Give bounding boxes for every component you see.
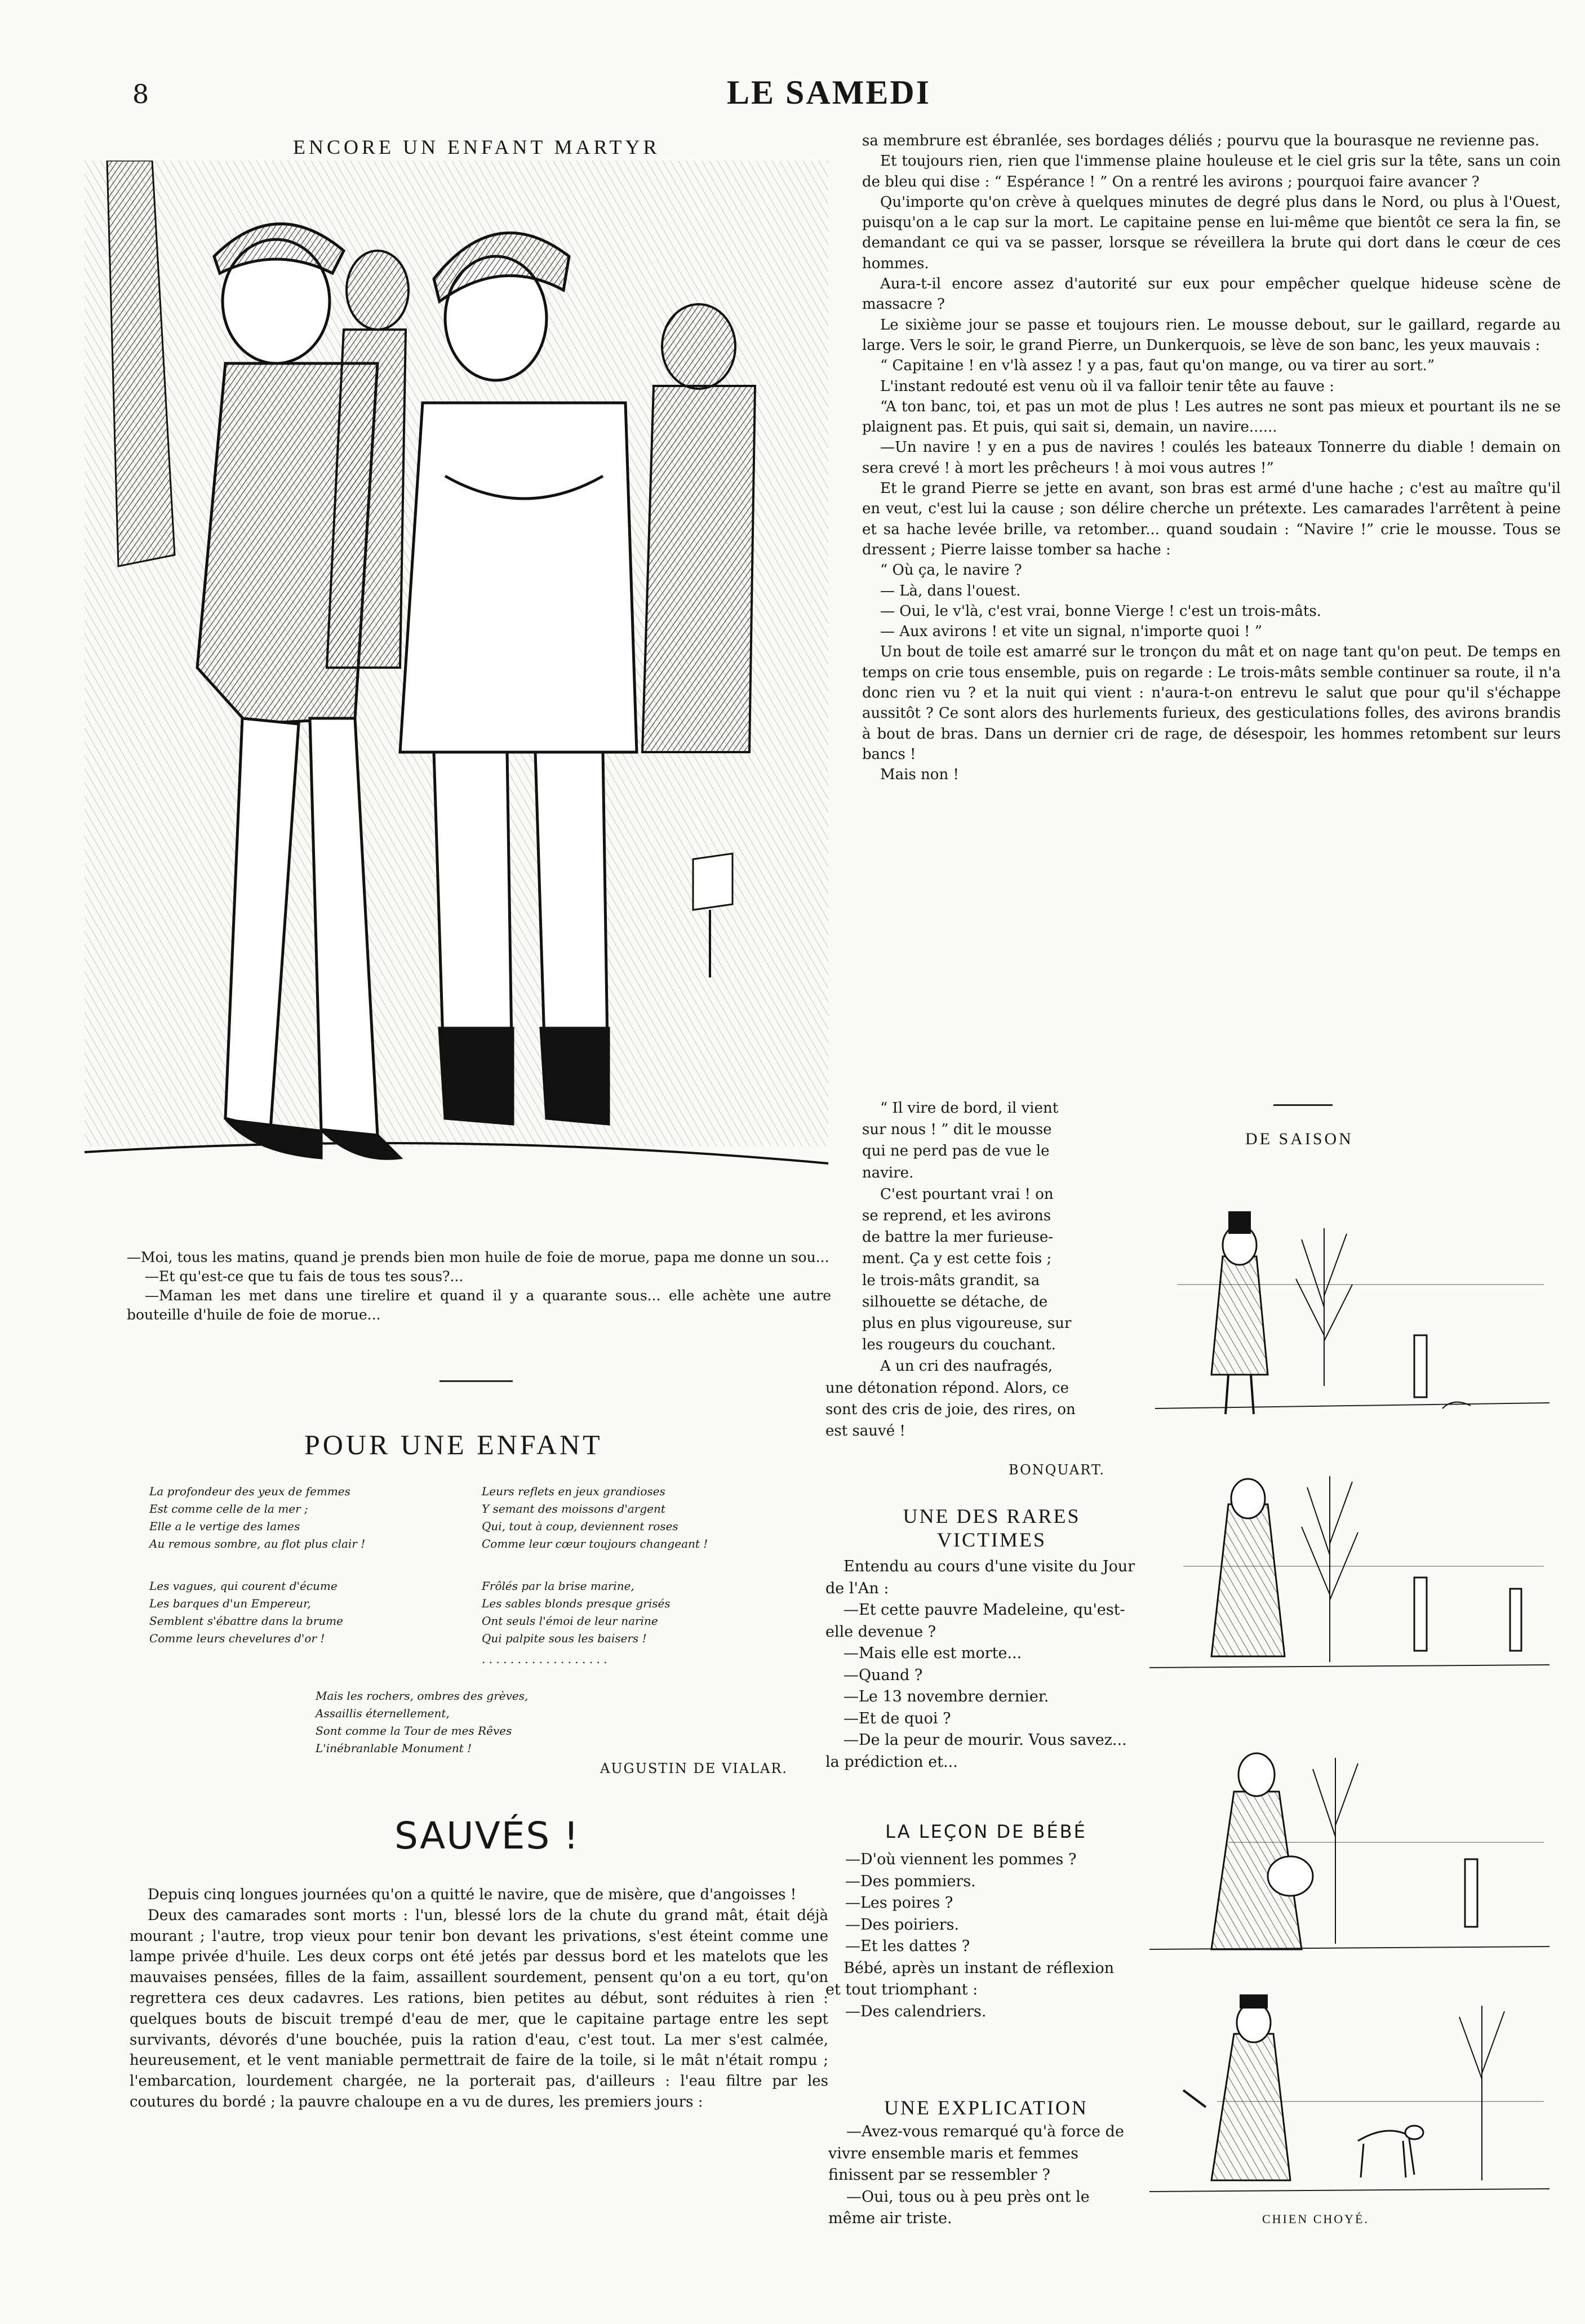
story-paragraph: Aura-t-il encore assez d'autorité sur eux pour empêcher quelque hideuse scène de massacre ?: [862, 275, 1561, 313]
story-paragraph: Depuis cinq longues journées qu'on a quitté le navire, que de misère, que d'angoisses !: [148, 1886, 797, 1903]
page-number: 8: [132, 79, 149, 109]
victimes-title: UNE DES RARES VICTIMES: [903, 1505, 1081, 1551]
story-title: SAUVÉS !: [394, 1814, 580, 1858]
story-paragraph: — Là, dans l'ouest.: [880, 582, 1021, 599]
divider: [439, 1380, 513, 1382]
poem-stanza: La profondeur des yeux de femmes Est comme celle de la mer ; Elle a le vertige des lames Au remous sombre, au flot plus clair !: [149, 1485, 366, 1550]
illustration-title: ENCORE UN ENFANT MARTYR: [293, 136, 660, 158]
story-paragraph: Deux des camarades sont morts : l'un, blessé lors de la chute du grand mât, était déjà mourant ; l'autre, trop vieux pour tenir bon devant les privations, s'est éteint comme une lampe privée d'huile. Les deux corps ont été jetés par dessus bord et les matelots que les mauvaises pensées, filles de la faim, assaillent sourdement, pensent qu'on a eu tort, qu'on regrettera ces deux cadavres. Les rations, bien petites au début, sont réduites à rien : quelques bouts de biscuit trempé d'eau de mer, que le capitaine partage entre les sept survivants, dévorés d'une bouchée, puis la ration d'eau, c'est tout. La mer s'est calmée, heureusement, et le vent maniable permettrait de faire de la toile, si le mât n'était rompu ; l'embarcation, lourdement chargée, ne la porterait pas, d'ailleurs : l'eau filtre par les coutures du bordé ; la pauvre chaloupe en a vu de dures, les premiers jours :: [130, 1907, 828, 2110]
story-paragraph: “ Capitaine ! en v'là assez ! y a pas, faut qu'on mange, ou va tirer au sort.”: [880, 357, 1435, 375]
caption-line-2: —Et qu'est-ce que tu fais de tous tes sous?...: [145, 1268, 464, 1285]
bebe-title: LA LEÇON DE BÉBÉ: [885, 1821, 1087, 1842]
story-left-column: [130, 1885, 828, 2113]
comic-panel-3: [1149, 1724, 1550, 1966]
poem-author: AUGUSTIN DE VIALAR.: [600, 1761, 788, 1776]
poem-stanza: Leurs reflets en jeux grandioses Y semant des moissons d'argent Qui, tout à coup, deviennent roses Comme leur cœur toujours changeant !: [482, 1485, 708, 1550]
poem-stanza: Frôlés par la brise marine, Les sables blonds presque grisés Ont seuls l'émoi de leur narine Qui palpite sous les baisers !: [482, 1579, 671, 1645]
story-paragraph: Un bout de toile est amarré sur le tronçon du mât et on nage tant qu'on peut. De temps en temps on crie tous ensemble, puis on regarde : Le trois-mâts semble continuer sa route, il n'a donc rien vu ? et la nuit qui vient : n'aura-t-on entrevu le salut que pour qu'il s'échappe aussitôt ? Ce sont alors des hurlements furieux, des gesticulations folles, des avirons brandis à bout de bras. Dans un dernier cri de rage, de désespoir, les hommes retombent sur leurs bancs !: [862, 643, 1561, 763]
explication-title: UNE EXPLICATION: [884, 2096, 1088, 2119]
poem-stanza: Les vagues, qui courent d'écume Les barques d'un Empereur, Semblent s'ébattre dans la brume Comme leurs chevelures d'or !: [149, 1579, 343, 1645]
story-paragraph: —Un navire ! y en a pus de navires ! coulés les bateaux Tonnerre du diable ! demain on sera crevé ! à mort les prêcheurs ! à moi vous autres !”: [862, 439, 1561, 477]
bebe-text: —D'où viennent les pommes ? —Des pommiers. —Les poires ? —Des poiriers. —Et les dattes ? Bébé, après un instant de réflexion et tout triomphant : —Des calendriers.: [825, 1851, 1115, 2020]
story-paragraph: Et toujours rien, rien que l'immense plaine houleuse et le ciel gris sur la tête, sans un coin de bleu qui dise : “ Espérance ! ” On a rentré les avirons ; pourquoi faire avancer ?: [862, 153, 1561, 190]
illustration-caption: [127, 1248, 831, 1325]
story-paragraph: sa membrure est ébranlée, ses bordages déliés ; pourvu que la bourasque ne revienne pas.: [862, 132, 1540, 149]
story-paragraph: “A ton banc, toi, et pas un mot de plus ! Les autres ne sont pas mieux et pourtant ils ne se plaignent pas. Et puis, qui sait si, demain, un navire......: [862, 398, 1561, 436]
masthead: LE SAMEDI: [727, 74, 931, 111]
poem-stanza: Mais les rochers, ombres des grèves, Assaillis éternellement, Sont comme la Tour de mes Rêves L'inébranlable Monument !: [316, 1689, 529, 1755]
poem-title: POUR UNE ENFANT: [304, 1429, 603, 1460]
story-paragraph: Et le grand Pierre se jette en avant, son bras est armé d'une hache ; c'est au maître qu'il en veut, c'est lui la cause ; son délire cherche un prétexte. Les camarades l'arrêtent à peine et sa hache levée brille, va retomber... quand soudain : “Navire !” crie le mousse. Tous se dressent ; Pierre laisse tomber sa hache :: [862, 480, 1561, 558]
story-paragraph: — Aux avirons ! et vite un signal, n'importe quoi ! ”: [880, 623, 1263, 641]
comic-panel-4: [1149, 1994, 1550, 2209]
story-paragraph: L'instant redouté est venu où il va falloir tenir tête au fauve :: [880, 377, 1334, 395]
story-paragraph: Qu'importe qu'on crève à quelques minutes de degré plus dans le Nord, ou plus à l'Ouest, puisqu'on a le cap sur la mort. Le capitaine pense en lui-même que bientôt ce sera la fin, se demandant ce qui va se passer, lorsque se réveillera la brute qui dort dans le cœur de ces hommes.: [862, 193, 1561, 272]
victimes-text: Entendu au cours d'une visite du Jour de l'An : —Et cette pauvre Madeleine, qu'est-elle devenue ? —Mais elle est morte... —Quand ? —Le 13 novembre dernier. —Et de quoi ? —De la peur de mourir. Vous savez... la prédiction et...: [825, 1558, 1135, 1771]
comic-caption: CHIEN CHOYÉ.: [1262, 2212, 1369, 2226]
caption-line-1: —Moi, tous les matins, quand je prends bien mon huile de foie de morue, papa me donne un sou...: [127, 1249, 829, 1265]
divider: [1273, 1104, 1333, 1106]
comic-panel-2: [1149, 1454, 1550, 1696]
story-paragraph: Mais non !: [880, 766, 959, 784]
cartoon-two-boys-illustration: [85, 161, 828, 1231]
story-right-column: [862, 131, 1561, 785]
story-signature: BONQUART.: [1009, 1462, 1105, 1478]
story-paragraph: — Oui, le v'là, c'est vrai, bonne Vierge ! c'est un trois-mâts.: [880, 602, 1321, 620]
story-paragraph: Le sixième jour se passe et toujours rien. Le mousse debout, sur le gaillard, regarde au large. Vers le soir, le grand Pierre, un Dunkerquois, se lève de son banc, les yeux mauvais :: [862, 316, 1561, 354]
explication-text: —Avez-vous remarqué qu'à force de vivre ensemble maris et femmes finissent par se ressembler ? —Oui, tous ou à peu près ont le même air triste.: [828, 2123, 1124, 2227]
comic-title: DE SAISON: [1245, 1130, 1353, 1148]
story-narrow-column: “ Il vire de bord, il vient sur nous ! ” dit le mousse qui ne perd pas de vue le navire. C'est pourtant vrai ! on se reprend, et les avirons de battre la mer furieuse- ment. Ça y est cette fois ; le trois-mâts grandit, sa silhouette se détache, de plus en plus vigoureuse, sur les rougeurs du couchant. A un cri des naufragés, une détonation répond. Alors, ce sont des cris de joie, des rires, on est sauvé !: [825, 1100, 1076, 1440]
poem-dots: . . . . . . . . . . . . . . . . . .: [482, 1652, 607, 1666]
story-paragraph: “ Où ça, le navire ?: [880, 562, 1022, 579]
caption-line-3: —Maman les met dans une tirelire et quand il y a quarante sous... elle achète une autre bouteille d'huile de foie de morue...: [127, 1287, 831, 1323]
comic-panel-1: [1155, 1194, 1550, 1437]
